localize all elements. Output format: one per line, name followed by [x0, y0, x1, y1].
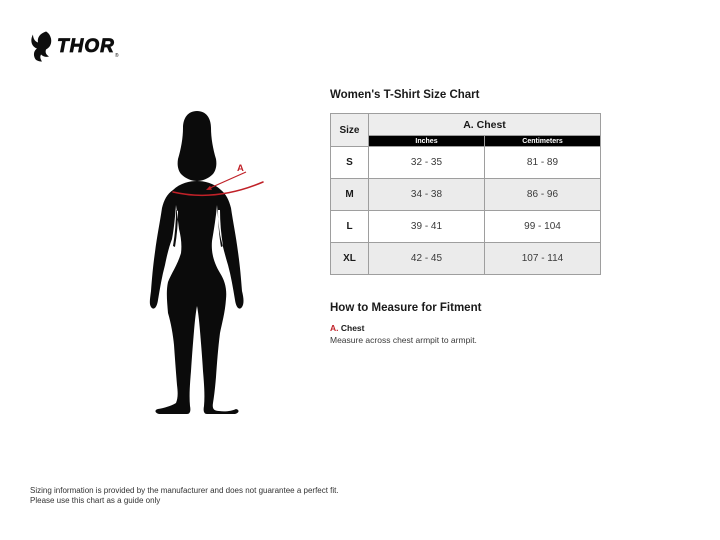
size-label: XL — [331, 243, 369, 275]
table-row-s — [331, 147, 601, 179]
size-label: S — [331, 147, 369, 179]
annotation-leader-line — [210, 172, 246, 188]
inches-value: 39 - 41 — [369, 211, 485, 243]
centimeters-value: 107 - 114 — [485, 243, 601, 275]
column-header-chest-group: A. Chest — [369, 114, 601, 136]
column-header-size: Size — [331, 114, 369, 147]
female-silhouette-diagram — [140, 105, 270, 435]
measure-label — [330, 323, 604, 333]
footer-disclaimer — [30, 486, 339, 506]
annotation-label: A — [237, 163, 244, 174]
brand-name: THOR — [57, 35, 115, 57]
table-subheader-row — [331, 136, 601, 147]
thor-logo — [30, 31, 119, 62]
measurement-figure — [140, 105, 270, 435]
table-row-xl — [331, 243, 601, 275]
table-row-l — [331, 211, 601, 243]
footer-line-2: Please use this chart as a guide only — [30, 496, 161, 505]
size-label: M — [331, 179, 369, 211]
registered-mark: ® — [114, 53, 119, 59]
silhouette-hair — [178, 111, 217, 181]
column-header-inches: Inches — [369, 136, 485, 147]
inches-value: 34 - 38 — [369, 179, 485, 211]
thor-goat-icon — [30, 31, 54, 62]
size-label: L — [331, 211, 369, 243]
centimeters-value: 81 - 89 — [485, 147, 601, 179]
silhouette-body — [150, 181, 244, 414]
column-header-centimeters: Centimeters — [485, 136, 601, 147]
page-title: Women's T-Shirt Size Chart — [330, 89, 480, 101]
chart-content — [330, 88, 604, 345]
centimeters-value: 86 - 96 — [485, 179, 601, 211]
measure-label-letter: A. — [330, 323, 339, 333]
footer-line-1: Sizing information is provided by the manufacturer and does not guarantee a perfect fit. — [30, 486, 339, 495]
measure-instruction: Measure across chest armpit to armpit. — [330, 335, 477, 345]
centimeters-value: 99 - 104 — [485, 211, 601, 243]
measure-label-name: Chest — [340, 323, 365, 333]
inches-value: 42 - 45 — [369, 243, 485, 275]
inches-value: 32 - 35 — [369, 147, 485, 179]
table-header-row — [331, 114, 601, 136]
table-row-m — [331, 179, 601, 211]
size-chart-table — [330, 113, 601, 275]
measure-heading: How to Measure for Fitment — [330, 302, 482, 314]
